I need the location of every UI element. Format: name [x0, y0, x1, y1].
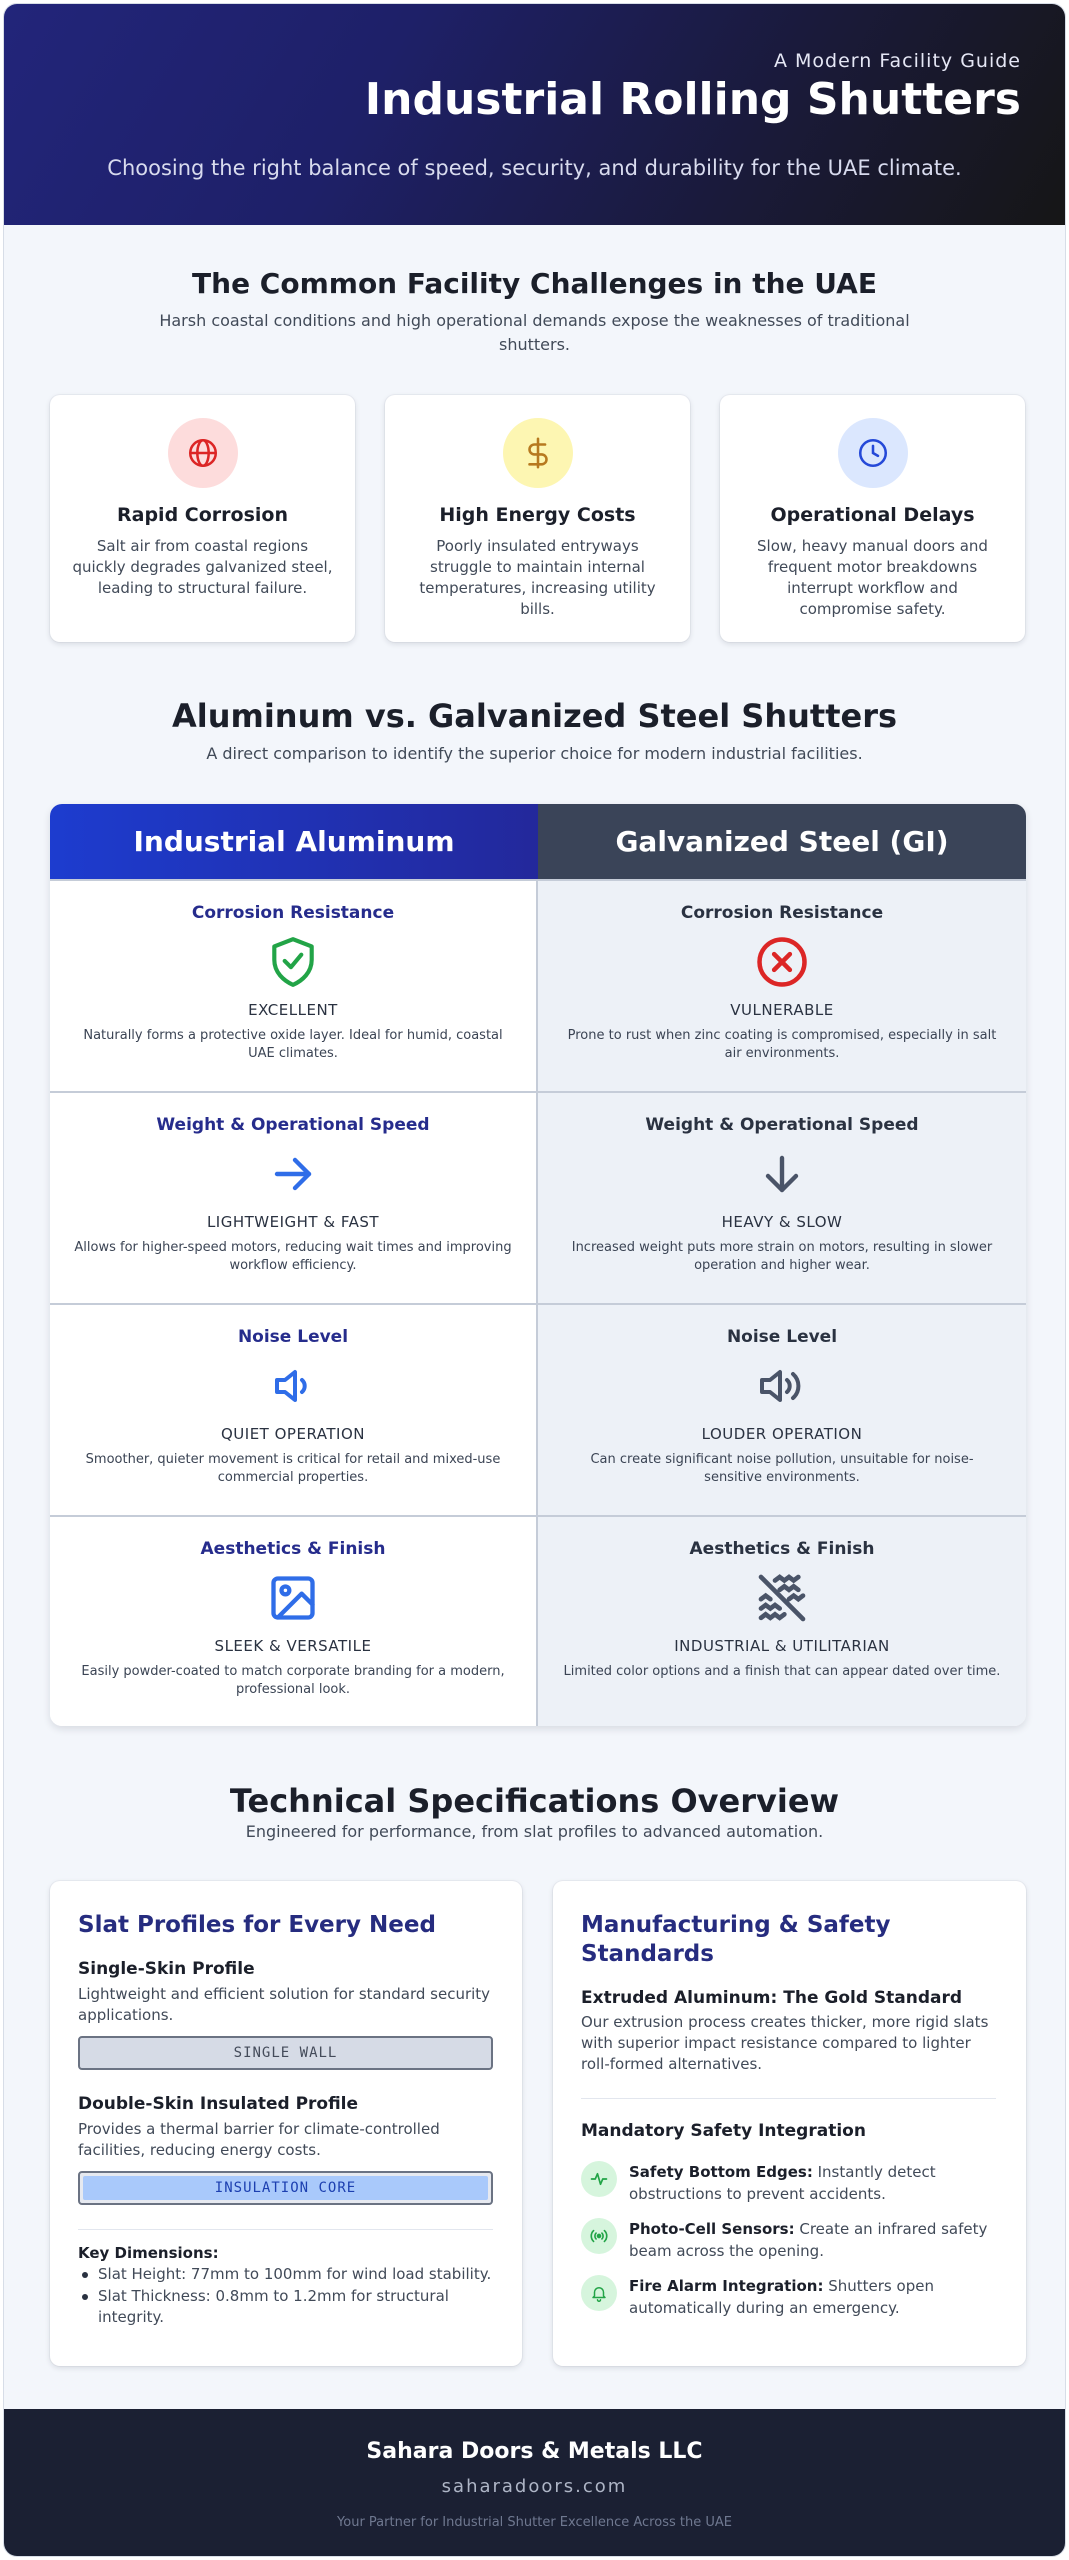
- cell-rating: QUIET OPERATION: [221, 1425, 365, 1443]
- aluminum-aesthetics-cell: [50, 1515, 538, 1726]
- cell-title: Corrosion Resistance: [680, 903, 884, 923]
- steel-speed-cell: [538, 1091, 1026, 1303]
- single-wall-diagram: SINGLE WALL: [78, 2036, 493, 2070]
- double-skin-desc: Provides a thermal barrier for climate-controlled facilities, reducing energy costs.: [78, 2120, 440, 2159]
- company-name: Sahara Doors & Metals LLC: [366, 2439, 703, 2464]
- manufacturing-card: [553, 1881, 1026, 2366]
- cell-title: Noise Level: [237, 1327, 349, 1347]
- cell-desc: Limited color options and a finish that can appear dated over time.: [563, 1664, 1001, 1679]
- safety-desc: Instantly detect obstructions to prevent accidents.: [629, 2163, 936, 2203]
- extruded-title: Extruded Aluminum: The Gold Standard: [581, 1988, 963, 2008]
- divider: [78, 2229, 493, 2230]
- safety-label: Fire Alarm Integration:: [629, 2277, 824, 2295]
- arrow-down-icon: [753, 1145, 811, 1203]
- cell-rating: LOUDER OPERATION: [701, 1425, 863, 1443]
- challenge-desc: Slow, heavy manual doors and frequent motor breakdowns interrupt workflow and compromise safety.: [757, 537, 988, 618]
- hero-banner: [4, 4, 1065, 225]
- hero-title: Industrial Rolling Shutters: [364, 74, 1021, 125]
- challenge-title: High Energy Costs: [439, 504, 636, 526]
- website-link[interactable]: saharadoors.com: [441, 2476, 628, 2497]
- page: [3, 3, 1066, 2557]
- challenge-card-delays: [720, 395, 1025, 642]
- manufacturing-title: Manufacturing & Safety Standards: [581, 1912, 891, 1967]
- hero-eyebrow: A Modern Facility Guide: [773, 50, 1021, 72]
- single-skin-desc: Lightweight and efficient solution for standard security applications.: [78, 1985, 491, 2024]
- aluminum-speed-cell: [50, 1091, 538, 1303]
- challenge-card-corrosion: [50, 395, 355, 642]
- cell-rating: HEAVY & SLOW: [721, 1213, 843, 1231]
- slat-profiles-title: Slat Profiles for Every Need: [78, 1912, 436, 1938]
- cell-desc: Can create significant noise pollution, unsuitable for noise-sensitive environments.: [590, 1452, 974, 1485]
- list-item: Slat Thickness: 0.8mm to 1.2mm for structural integrity.: [78, 2286, 498, 2328]
- steel-noise-cell: [538, 1303, 1026, 1515]
- challenge-title: Operational Delays: [770, 504, 975, 526]
- dollar-icon: [503, 418, 573, 488]
- insulation-core-diagram: [78, 2171, 493, 2205]
- aluminum-header: Industrial Aluminum: [50, 804, 538, 879]
- challenge-desc: Poorly insulated entryways struggle to maintain internal temperatures, increasing utility bills.: [419, 537, 656, 618]
- cell-desc: Easily powder-coated to match corporate branding for a modern, professional look.: [81, 1664, 505, 1697]
- cell-rating: SLEEK & VERSATILE: [214, 1637, 372, 1655]
- safety-label: Photo-Cell Sensors:: [629, 2220, 795, 2238]
- steel-header: Galvanized Steel (GI): [538, 804, 1026, 879]
- pulse-icon: [581, 2161, 617, 2197]
- safety-text: [629, 2275, 1009, 2319]
- cell-rating: INDUSTRIAL & UTILITARIAN: [674, 1637, 890, 1655]
- safety-text: [629, 2218, 1009, 2262]
- extruded-desc: Our extrusion process creates thicker, more rigid slats with superior impact resistance compared to lighter roll-formed alternatives.: [581, 2013, 989, 2073]
- cell-title: Noise Level: [726, 1327, 838, 1347]
- cell-desc: Naturally forms a protective oxide layer. Ideal for humid, coastal UAE climates.: [83, 1028, 503, 1061]
- cell-desc: Allows for higher-speed motors, reducing wait times and improving workflow efficiency.: [74, 1240, 512, 1273]
- slat-profiles-card: [50, 1881, 522, 2366]
- footer: [4, 2409, 1065, 2557]
- clock-icon: [838, 418, 908, 488]
- image-icon: [264, 1569, 322, 1627]
- aluminum-corrosion-cell: [50, 879, 538, 1091]
- comparison-table: [50, 804, 1026, 1726]
- globe-icon: [168, 418, 238, 488]
- key-dimensions-title: Key Dimensions:: [78, 2244, 219, 2262]
- cell-desc: Prone to rust when zinc coating is compromised, especially in salt air environments.: [567, 1028, 997, 1061]
- list-item: Slat Height: 77mm to 100mm for wind load stability.: [78, 2264, 498, 2285]
- cell-title: Weight & Operational Speed: [645, 1115, 919, 1135]
- safety-label: Safety Bottom Edges:: [629, 2163, 813, 2181]
- shield-check-icon: [264, 933, 322, 991]
- speaker-loud-icon: [753, 1357, 811, 1415]
- cell-title: Weight & Operational Speed: [156, 1115, 430, 1135]
- footer-tagline: Your Partner for Industrial Shutter Excellence Across the UAE: [337, 2515, 732, 2530]
- specs-subtitle: Engineered for performance, from slat profiles to advanced automation.: [245, 1822, 824, 1841]
- arrow-right-icon: [264, 1145, 322, 1203]
- safety-title: Mandatory Safety Integration: [581, 2121, 866, 2141]
- challenge-title: Rapid Corrosion: [117, 504, 288, 526]
- comparison-subtitle: A direct comparison to identify the superior choice for modern industrial facilities.: [206, 744, 863, 763]
- cell-desc: Smoother, quieter movement is critical for retail and mixed-use commercial properties.: [85, 1452, 501, 1485]
- divider: [581, 2098, 996, 2099]
- cell-rating: EXCELLENT: [248, 1001, 338, 1019]
- safety-desc: Shutters open automatically during an emergency.: [629, 2277, 934, 2317]
- double-skin-title: Double-Skin Insulated Profile: [78, 2094, 359, 2114]
- cell-rating: LIGHTWEIGHT & FAST: [206, 1213, 380, 1231]
- speaker-low-icon: [264, 1357, 322, 1415]
- challenge-card-energy: [385, 395, 690, 642]
- bell-icon: [581, 2275, 617, 2311]
- comparison-title: Aluminum vs. Galvanized Steel Shutters: [171, 697, 898, 735]
- signal-icon: [581, 2218, 617, 2254]
- steel-aesthetics-cell: [538, 1515, 1026, 1726]
- aluminum-noise-cell: [50, 1303, 538, 1515]
- challenge-desc: Salt air from coastal regions quickly degrades galvanized steel, leading to structural failure.: [72, 537, 333, 597]
- challenges-subtitle: Harsh coastal conditions and high operational demands expose the weaknesses of traditional shutters.: [159, 311, 910, 354]
- hero-subtitle: Choosing the right balance of speed, security, and durability for the UAE climate.: [107, 156, 962, 180]
- cell-desc: Increased weight puts more strain on motors, resulting in slower operation and higher wear.: [571, 1240, 993, 1273]
- x-circle-icon: [753, 933, 811, 991]
- cell-title: Corrosion Resistance: [191, 903, 395, 923]
- single-skin-title: Single-Skin Profile: [78, 1959, 255, 1979]
- safety-text: [629, 2161, 1009, 2205]
- cell-rating: VULNERABLE: [730, 1001, 834, 1019]
- cell-title: Aesthetics & Finish: [689, 1539, 875, 1559]
- specs-title: Technical Specifications Overview: [229, 1782, 840, 1820]
- cell-title: Aesthetics & Finish: [200, 1539, 386, 1559]
- steel-corrosion-cell: [538, 879, 1026, 1091]
- challenges-title: The Common Facility Challenges in the UAE: [192, 267, 877, 300]
- key-dimensions-list: [78, 2264, 498, 2329]
- insulation-core-label: INSULATION CORE: [83, 2176, 488, 2200]
- texture-off-icon: [753, 1569, 811, 1627]
- safety-desc: Create an infrared safety beam across the opening.: [629, 2220, 988, 2260]
